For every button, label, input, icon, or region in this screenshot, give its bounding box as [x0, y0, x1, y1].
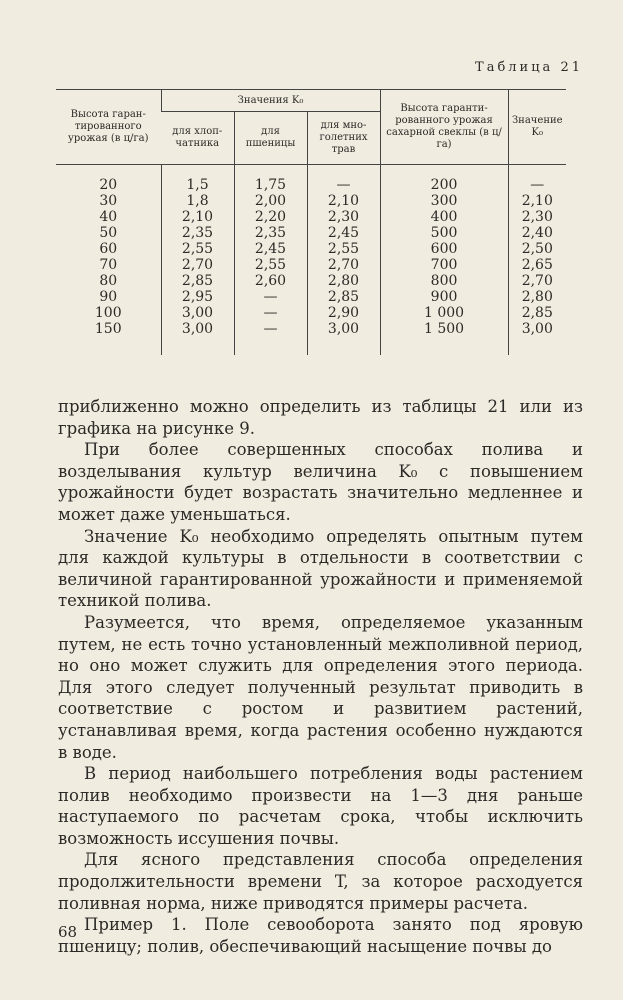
paragraph: Пример 1. Поле севооборота занято под яровую пшеницу; полив, обеспечивающий насыщение почвы до: [58, 915, 583, 956]
table-cell: 100: [94, 305, 122, 321]
table-cell: 800: [380, 273, 508, 289]
table-cell: 2,30: [508, 209, 566, 225]
table-cell: 2,55: [307, 241, 380, 257]
table-cell: 2,70: [508, 273, 566, 289]
table-cell: 2,95: [161, 289, 234, 305]
table-cell: 200: [380, 165, 508, 194]
table-row: [56, 209, 566, 225]
table-cell: 2,10: [307, 193, 380, 209]
header-cotton: для хлоп-чатника: [161, 112, 234, 165]
table-cell: 2,70: [307, 257, 380, 273]
table-cell: 2,85: [161, 273, 234, 289]
header-k0-beet: Значение K₀: [508, 90, 566, 165]
paragraph: приближенно можно определить из таблицы 21 или из графика на рисунке 9.: [58, 397, 583, 438]
table-cell: 2,35: [161, 225, 234, 241]
table-row: [56, 273, 566, 289]
table-row: [56, 225, 566, 241]
table-row: [56, 257, 566, 273]
paragraph: Разумеется, что время, определяемое указанным путем, не есть точно установленный межполивной период, но оно может служить для определения этого периода. Для этого следует полученный результат приводить в соответствие с ростом и развитием растений, устанавливая время, когда растения особенно нуждаются в воде.: [58, 612, 583, 762]
table-cell: 2,00: [234, 193, 307, 209]
table-row: [56, 305, 566, 321]
table-cell: 2,20: [234, 209, 307, 225]
table-cell: 600: [380, 241, 508, 257]
table-cell: 1,8: [161, 193, 234, 209]
table-cell: 80: [99, 273, 118, 289]
header-wheat: для пшеницы: [234, 112, 307, 165]
table-cell: 70: [99, 257, 118, 273]
table-cell: 2,85: [508, 305, 566, 321]
table-cell: 400: [380, 209, 508, 225]
table-cell: 2,70: [161, 257, 234, 273]
table-cell: 2,55: [161, 241, 234, 257]
paragraph: При более совершенных способах полива и возделывания культур величина K₀ с повышением урожайности будет возрастать значительно медленнее и может даже уменьшаться.: [58, 440, 583, 524]
k0-values-table: [56, 89, 566, 355]
table-cell: 700: [380, 257, 508, 273]
table-cell: 3,00: [161, 305, 234, 321]
table-cell: 2,55: [234, 257, 307, 273]
page-number: 68: [58, 923, 78, 941]
header-k0-group: Значения K₀: [161, 90, 380, 112]
table-cell: 150: [94, 321, 122, 337]
table-cell: 20: [99, 177, 118, 193]
body-text: [58, 396, 583, 957]
table-cell: 2,35: [234, 225, 307, 241]
table-cell: 1,75: [234, 165, 307, 194]
table-cell: 2,10: [161, 209, 234, 225]
table-row: [56, 289, 566, 305]
table-cell: 900: [380, 289, 508, 305]
table-cell: 3,00: [307, 321, 380, 355]
table-row: [56, 241, 566, 257]
table-cell: 3,00: [161, 321, 234, 355]
header-sugar-beet-yield: Высота гаранти-рованного урожая сахарной свеклы (в ц/га): [380, 90, 508, 165]
table-cell: 1,5: [161, 165, 234, 194]
table-cell: 300: [380, 193, 508, 209]
table-cell: —: [234, 321, 307, 355]
table-cell: —: [307, 165, 380, 194]
table-cell: 30: [99, 193, 118, 209]
paragraph: Значение K₀ необходимо определять опытным путем для каждой культуры в отдельности в соответствии с величиной гарантированной урожайности и применяемой техникой полива.: [58, 526, 583, 611]
table-cell: 60: [99, 241, 118, 257]
table-cell: 1 500: [380, 321, 508, 355]
table-cell: 2,80: [307, 273, 380, 289]
paragraph: В период наибольшего потребления воды растением полив необходимо произвести на 1—3 дня раньше наступаемого по расчетам срока, чтобы исключить возможность иссушения почвы.: [58, 764, 583, 848]
table-cell: 2,90: [307, 305, 380, 321]
table-cell: 2,65: [508, 257, 566, 273]
table-cell: —: [234, 305, 307, 321]
table-cell: 2,10: [508, 193, 566, 209]
table-row: [56, 321, 566, 355]
table-cell: 2,50: [508, 241, 566, 257]
table-cell: 2,30: [307, 209, 380, 225]
table-cell: 50: [99, 225, 118, 241]
table-cell: 2,85: [307, 289, 380, 305]
table-cell: 2,60: [234, 273, 307, 289]
paragraph: Для ясного представления способа определения продолжительности времени T, за которое расходуется поливная норма, ниже приводятся примеры расчета.: [58, 850, 583, 913]
table-cell: 2,45: [234, 241, 307, 257]
table-cell: 90: [99, 289, 118, 305]
header-grasses: для мно-голетних трав: [307, 112, 380, 165]
table-cell: 3,00: [508, 321, 566, 355]
table-cell: 500: [380, 225, 508, 241]
header-crop-yield: Высота гаран-тированного урожая (в ц/га): [56, 90, 161, 165]
table-row: [56, 193, 566, 209]
table-caption: Таблица 21: [475, 60, 583, 75]
table-row: [56, 165, 566, 194]
table-cell: 1 000: [380, 305, 508, 321]
table-cell: 2,40: [508, 225, 566, 241]
table-cell: —: [234, 289, 307, 305]
table-cell: 2,80: [508, 289, 566, 305]
table-cell: 2,45: [307, 225, 380, 241]
table-cell: 40: [99, 209, 118, 225]
table-cell: —: [508, 165, 566, 194]
